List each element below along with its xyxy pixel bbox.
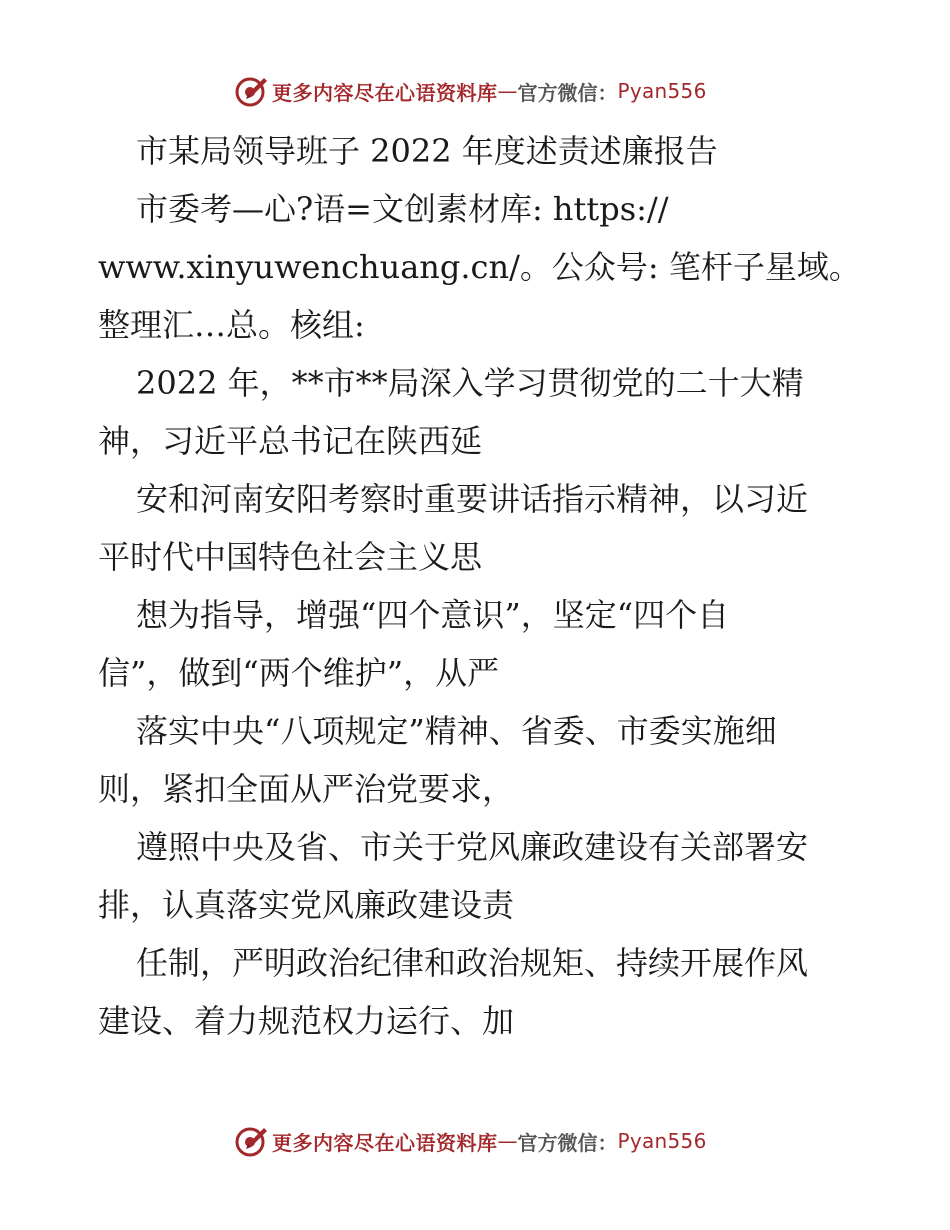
pen-logo-icon (234, 74, 268, 108)
text-line: 市委考—心?语=文创素材库: https:// (136, 190, 669, 228)
text-line: 平时代中国特色社会主义思 (98, 538, 483, 576)
text-line: 整理汇…总。核组: (98, 306, 365, 344)
watermark-banner-top (234, 74, 707, 108)
text-line: 神，习近平总书记在陕西延 (98, 422, 483, 460)
banner-slogan: 更多内容尽在心语资料库 (272, 1130, 498, 1155)
text-line: 则，紧扣全面从严治党要求， (98, 770, 515, 808)
text-line: www.xinyuwenchuang.cn/。公众号: 笔杆子星域。 (98, 248, 861, 286)
banner-wechat-label: 官方微信： (517, 1130, 618, 1155)
text-line: 想为指导，增强“四个意识”，坚定“四个自 (136, 596, 730, 634)
text-line: 2022 年，**市**局深入学习贯彻党的二十大精 (136, 364, 804, 402)
text-line: 信”，做到“两个维护”，从严 (98, 654, 500, 692)
banner-wechat-id: Pyan556 (617, 79, 707, 103)
text-line: 遵照中央及省、市关于党风廉政建设有关部署安 (136, 828, 809, 866)
text-line: 安和河南安阳考察时重要讲话指示精神，以习近 (136, 480, 809, 518)
banner-dash: — (497, 79, 518, 103)
text-line: 落实中央“八项规定”精神、省委、市委实施细 (136, 712, 777, 750)
banner-dash: — (497, 1129, 518, 1153)
banner-slogan: 更多内容尽在心语资料库 (272, 80, 498, 105)
pen-logo-icon (234, 1124, 268, 1158)
banner-wechat-label: 官方微信： (517, 80, 618, 105)
document-title: 市某局领导班子 2022 年度述责述廉报告 (136, 132, 718, 170)
text-line: 排，认真落实党风廉政建设责 (98, 886, 515, 924)
watermark-banner-bottom (234, 1124, 707, 1158)
document-body (98, 122, 861, 1050)
text-line: 任制，严明政治纪律和政治规矩、持续开展作风 (136, 944, 809, 982)
banner-wechat-id: Pyan556 (617, 1129, 707, 1153)
text-line: 建设、着力规范权力运行、加 (98, 1002, 515, 1040)
